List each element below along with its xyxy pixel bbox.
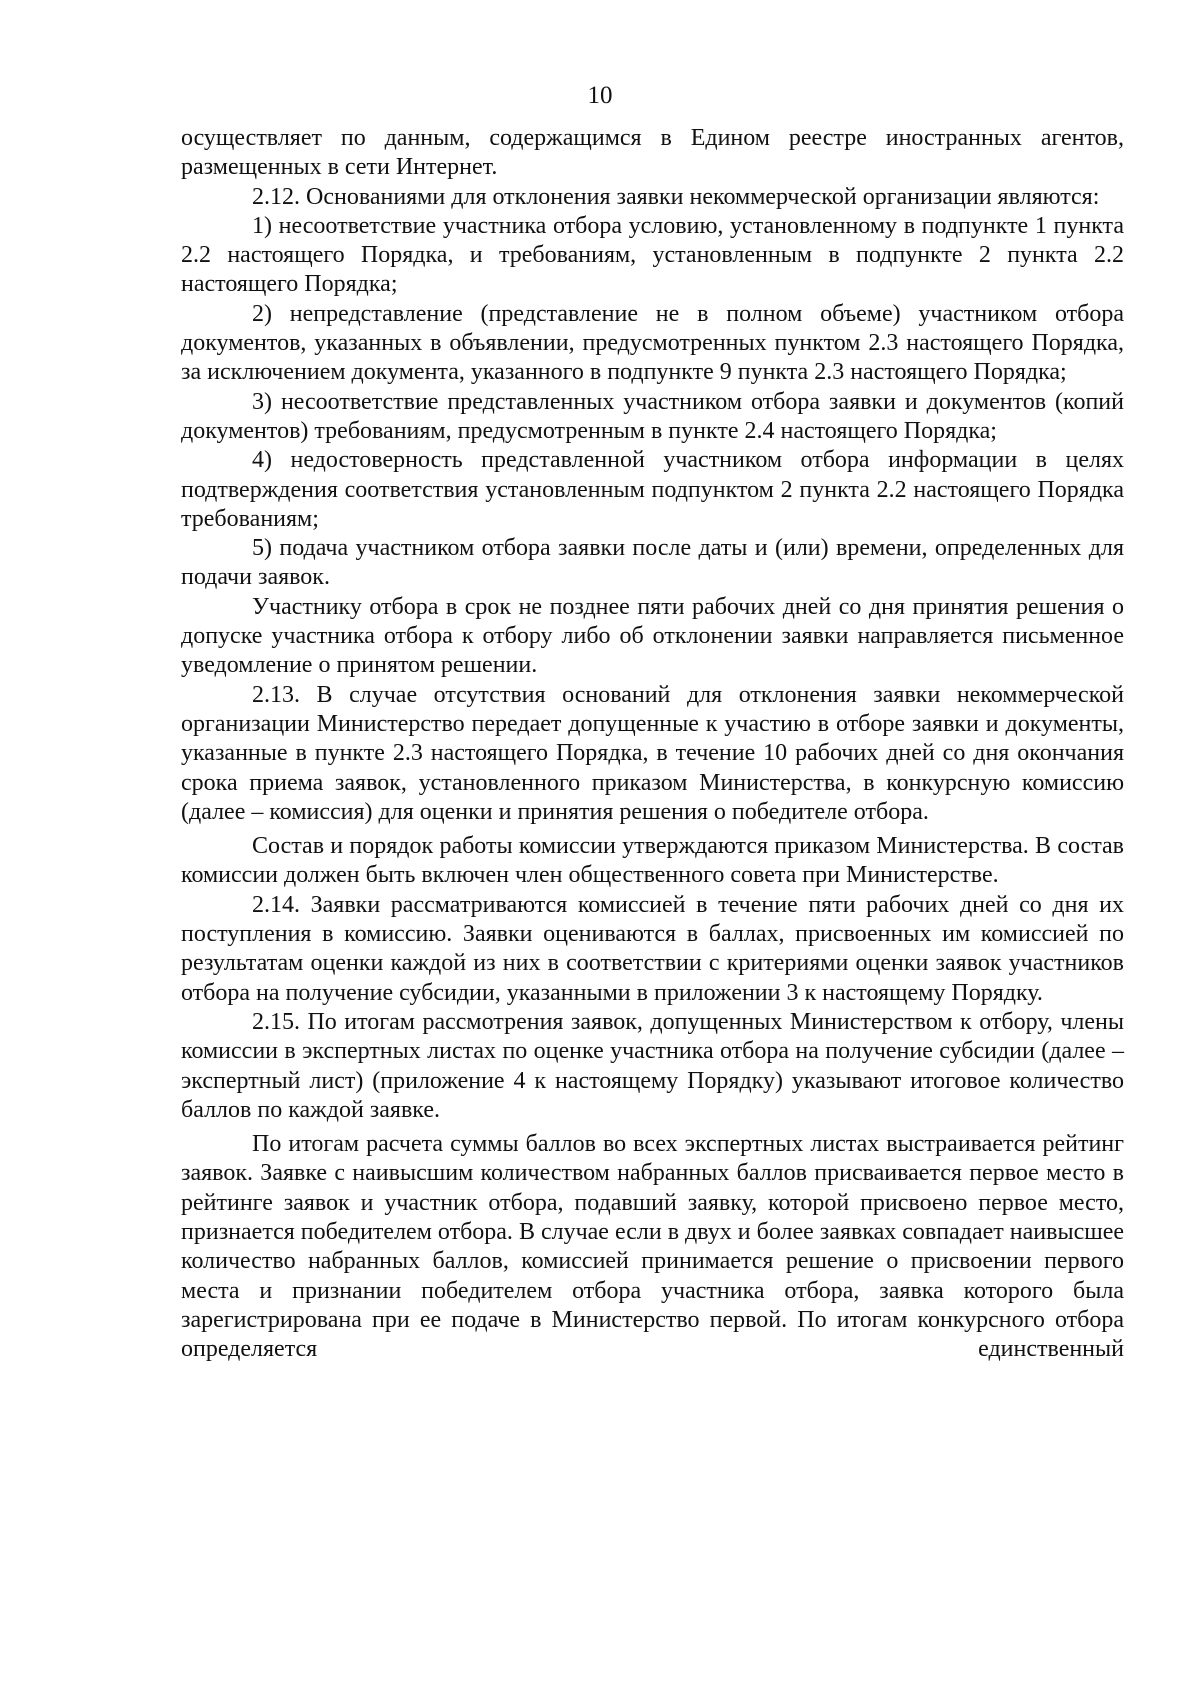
paragraph-2-14: 2.14. Заявки рассматриваются комиссией в течение пяти рабочих дней со дня их поступления в комиссию. Заявки оцениваются в баллах, присвоенных им комиссией по результатам оценки каждой из них в соответствии с критериями оценки заявок участников отбора на получение субсидии, указанными в приложении 3 к настоящему Порядку. bbox=[181, 891, 1124, 1006]
paragraph-commission-composition: Состав и порядок работы комиссии утверждаются приказом Министерства. В состав комиссии должен быть включен член общественного совета при Министерстве. bbox=[181, 833, 1124, 889]
list-item-1: 1) несоответствие участника отбора условию, установленному в подпункте 1 пункта 2.2 настоящего Порядка, и требованиям, установленным в подпункте 2 пункта 2.2 настоящего Порядка; bbox=[181, 212, 1124, 298]
paragraph-2-13: 2.13. В случае отсутствия оснований для отклонения заявки некоммерческой организации Министерство передает допущенные к участию в отборе заявки и документы, указанные в пункте 2.3 настоящего Порядка, в течение 10 рабочих дней со дня окончания срока приема заявок, установленного приказом Министерства, в конкурсную комиссию (далее – комиссия) для оценки и принятия решения о победителе отбора. bbox=[181, 681, 1124, 825]
list-item-5: 5) подача участником отбора заявки после даты и (или) времени, определенных для подачи заявок. bbox=[181, 535, 1124, 591]
paragraph-2-12: 2.12. Основаниями для отклонения заявки некоммерческой организации являются: bbox=[252, 183, 1100, 210]
paragraph-notification: Участнику отбора в срок не позднее пяти рабочих дней со дня принятия решения о допуске участника отбора к отбору либо об отклонении заявки направляется письменное уведомление о принятом решении. bbox=[181, 593, 1124, 679]
list-item-3: 3) несоответствие представленных участником отбора заявки и документов (копий документов) требованиям, предусмотренным в пункте 2.4 настоящего Порядка; bbox=[181, 388, 1124, 444]
list-item-2: 2) непредставление (представление не в полном объеме) участником отбора документов, указанных в объявлении, предусмотренных пунктом 2.3 настоящего Порядка, за исключением документа, указанного в подпункте 9 пункта 2.3 настоящего Порядка; bbox=[181, 300, 1124, 386]
paragraph-2-15: 2.15. По итогам рассмотрения заявок, допущенных Министерством к отбору, члены комиссии в экспертных листах по оценке участника отбора на получение субсидии (далее – экспертный лист) (приложение 4 к настоящему Порядку) указывают итоговое количество баллов по каждой заявке. bbox=[181, 1008, 1124, 1123]
document-body bbox=[181, 124, 1124, 1364]
paragraph-intro-continuation: осуществляет по данным, содержащимся в Едином реестре иностранных агентов, размещенных в сети Интернет. bbox=[181, 125, 1124, 181]
list-item-4: 4) недостоверность представленной участником отбора информации в целях подтверждения соответствия установленным подпунктом 2 пункта 2.2 настоящего Порядка требованиям; bbox=[181, 447, 1124, 532]
paragraph-rating: По итогам расчета суммы баллов во всех экспертных листах выстраивается рейтинг заявок. Заявке с наивысшим количеством набранных баллов присваивается первое место в рейтинге заявок и участник отбора, подавший заявку, которой присвоено первое место, признается победителем отбора. В случае если в двух и более заявках совпадает наивысшее количество набранных баллов, комиссией принимается решение о присвоении первого места и признании победителем отбора участника отбора, заявка которого была зарегистрирована при ее подаче в Министерство первой. По итогам конкурсного отбора определяется единственный bbox=[181, 1131, 1124, 1363]
page-number: 10 bbox=[587, 82, 613, 109]
